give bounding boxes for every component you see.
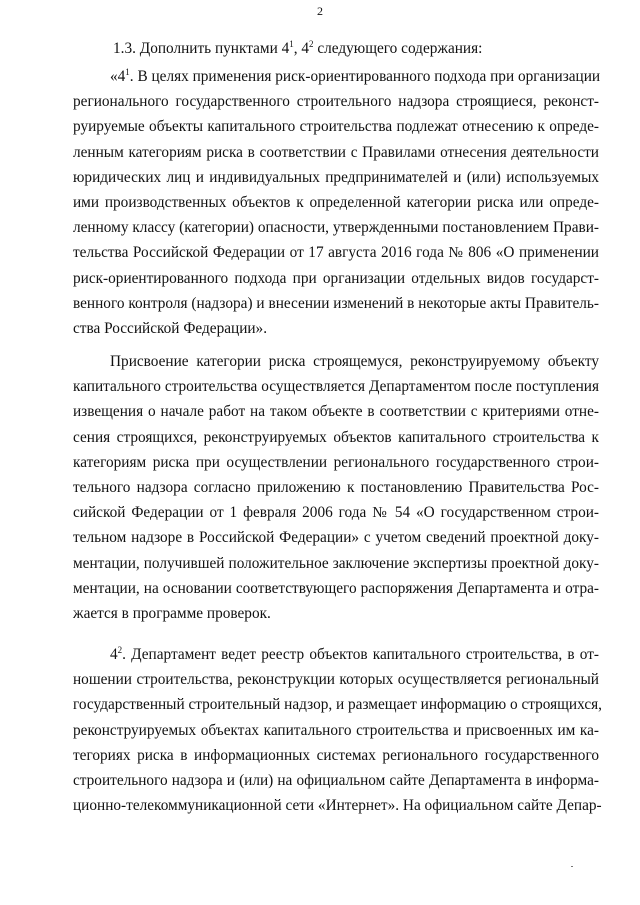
paragraph-line: строительного надзора и (или) на официальном сайте Департамента в информа- bbox=[73, 772, 599, 790]
paragraph-line: риск-ориентированного подхода при организации отдельных видов государст- bbox=[73, 269, 599, 287]
paragraph-risk-assignment bbox=[73, 349, 599, 626]
paragraph-line: венного контроля (надзора) и внесении изменений в некоторые акты Правитель- bbox=[73, 294, 599, 312]
paragraph-line: тельного надзора согласно приложению к постановлению Правительства Рос- bbox=[73, 479, 599, 497]
paragraph-first-line: «$4^1$. В целях применения риск-ориентированного подхода при организации bbox=[110, 67, 601, 85]
paragraph-line: регионального государственного строительного надзора строящиеся, реконст- bbox=[73, 93, 599, 111]
paragraph-line: сения строящихся, реконструируемых объектов капитального строительства к bbox=[73, 428, 599, 446]
paragraph-line: ленному классу (категории) опасности, утвержденными постановлением Прави- bbox=[73, 219, 599, 237]
amendment-heading bbox=[73, 36, 599, 61]
paragraph-line: извещения о начале работ на таком объекте в соответствии с критериями отне- bbox=[73, 403, 599, 421]
heading-line: 1.3. Дополнить пунктами $4^1$, $4^2$ следующего содержания: bbox=[113, 39, 483, 57]
paragraph-4-1 bbox=[73, 64, 599, 341]
paragraph-4-2 bbox=[73, 642, 602, 818]
paragraph-line: ношении строительства, реконструкции которых осуществляется региональный bbox=[73, 671, 599, 689]
paragraph-line: ционно-телекоммуникационной сети «Интернет». На официальном сайте Депар- bbox=[73, 797, 602, 815]
paragraph-line: ства Российской Федерации». bbox=[73, 320, 268, 338]
paragraph-line: Присвоение категории риска строящемуся, реконструируемому объекту bbox=[110, 353, 599, 370]
paragraph-line: ими производственных объектов к определенной категории риска или опреде- bbox=[73, 194, 599, 212]
paragraph-line: тегориях риска в информационных системах регионального государственного bbox=[73, 746, 599, 764]
paragraph-line: жается в программе проверок. bbox=[73, 605, 271, 623]
paragraph-line: государственный строительный надзор, и размещает информацию о строящихся, bbox=[73, 696, 602, 714]
paragraph-line: ленным категориям риска в соответствии с Правилами отнесения деятельности bbox=[73, 143, 599, 161]
paragraph-line: категориям риска при осуществлении регионального государственного строи- bbox=[73, 453, 599, 471]
paragraph-line: юридических лиц и индивидуальных предпринимателей и (или) используемых bbox=[73, 168, 599, 186]
scan-speck bbox=[571, 866, 573, 867]
paragraph-first-line: $4^2$. Департамент ведет реестр объектов капитального строительства, в от- bbox=[110, 645, 599, 663]
paragraph-line: сийской Федерации от 1 февраля 2006 года № 54 «О государственном строи- bbox=[73, 504, 599, 522]
paragraph-line: реконструируемых объектах капитального строительства и присвоенных им ка- bbox=[73, 721, 599, 739]
paragraph-line: тельном надзоре в Российской Федерации» с учетом сведений проектной доку- bbox=[73, 529, 599, 547]
paragraph-line: ментации, получившей положительное заключение экспертизы проектной доку- bbox=[73, 554, 599, 572]
page-number: 2 bbox=[317, 4, 323, 18]
paragraph-line: руируемые объекты капитального строительства подлежат отнесению к опреде- bbox=[73, 118, 599, 136]
paragraph-line: капитального строительства осуществляется Департаментом после поступления bbox=[73, 378, 599, 396]
paragraph-line: ментации, на основании соответствующего распоряжения Департамента и отра- bbox=[73, 579, 599, 597]
paragraph-line: тельства Российской Федерации от 17 августа 2016 года № 806 «О применении bbox=[73, 244, 599, 262]
